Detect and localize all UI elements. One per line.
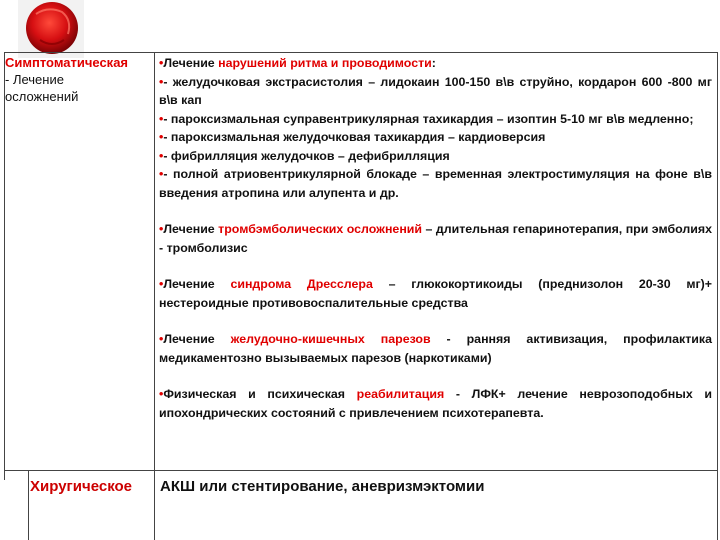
bullet-icon: • — [159, 277, 164, 291]
bullet-icon: • — [159, 56, 164, 70]
bullet-icon: • — [159, 111, 164, 126]
left-cell — [5, 54, 147, 105]
dressler-paragraph: •Лечение синдрома Дресслера – глюкокортикоиды (преднизолон 20-30 мг)+ нестероидные противовоспалительные средства — [159, 277, 713, 310]
rehab-accent: реабилитация — [356, 387, 445, 401]
row-divider — [4, 470, 718, 471]
gastro-paragraph: •Лечение желудочно-кишечных парезов - ранняя активизация, профилактика медикаментозно вызываемых парезов (наркотиками) — [159, 332, 712, 365]
rhythm-accent: нарушений ритма и проводимости — [218, 56, 432, 70]
thrombo-accent: тромбэмболических осложнений — [218, 222, 423, 236]
bullet-icon: • — [159, 387, 164, 401]
rhythm-item: •- фибрилляция желудочков – дефибрилляция — [159, 148, 450, 163]
rhythm-item: •- пароксизмальная желудочковая тахикардия – кардиоверсия — [159, 130, 546, 144]
table-top-border — [4, 52, 718, 53]
surgical-row-content: АКШ или стентирование, аневризмэктомии — [160, 478, 485, 495]
table-right-border — [717, 52, 718, 540]
bullet-icon: • — [159, 332, 164, 346]
bullet-icon: • — [159, 167, 164, 181]
right-cell — [159, 54, 712, 422]
gastro-accent: желудочно-кишечных парезов — [230, 332, 431, 346]
row-heading: Симптоматическая — [5, 55, 129, 70]
bullet-icon: • — [159, 222, 164, 236]
bullet-icon: • — [159, 130, 164, 144]
row-subheading-line2: осложнений — [5, 89, 79, 104]
bullet-icon: • — [159, 148, 164, 163]
bullet-icon: • — [159, 74, 164, 89]
bottom-left-border — [28, 470, 29, 540]
rhythm-item: •- пароксизмальная суправентрикулярная тахикардия – изоптин 5-10 мг в\в медленно; — [159, 111, 694, 126]
heart-logo-image — [18, 0, 84, 58]
surgical-row-heading: Хиругическое — [30, 478, 133, 495]
rhythm-item: •- полной атриовентрикулярной блокаде – временная электростимуляция на фоне в\в введения атропина или алупента и др. — [159, 167, 712, 200]
rehab-paragraph: •Физическая и психическая реабилитация - ЛФК+ лечение неврозоподобных и ипохондрических состояний с привлечением психотерапевта. — [159, 387, 712, 420]
thrombo-paragraph: •Лечение тромбэмболических осложнений – длительная гепаринотерапия, при эмболиях - тромболизис — [159, 222, 713, 255]
dressler-accent: синдрома Дресслера — [230, 277, 373, 291]
table-left-border — [4, 52, 5, 480]
rhythm-heading: •Лечение нарушений ритма и проводимости: — [159, 56, 436, 70]
rhythm-item: •- желудочковая экстрасистолия – лидокаин 100-150 в\в струйно, кордарон 600 -800 мг в\в кап — [159, 74, 712, 107]
row-subheading-line1: - Лечение — [5, 72, 64, 87]
column-divider — [154, 52, 155, 540]
